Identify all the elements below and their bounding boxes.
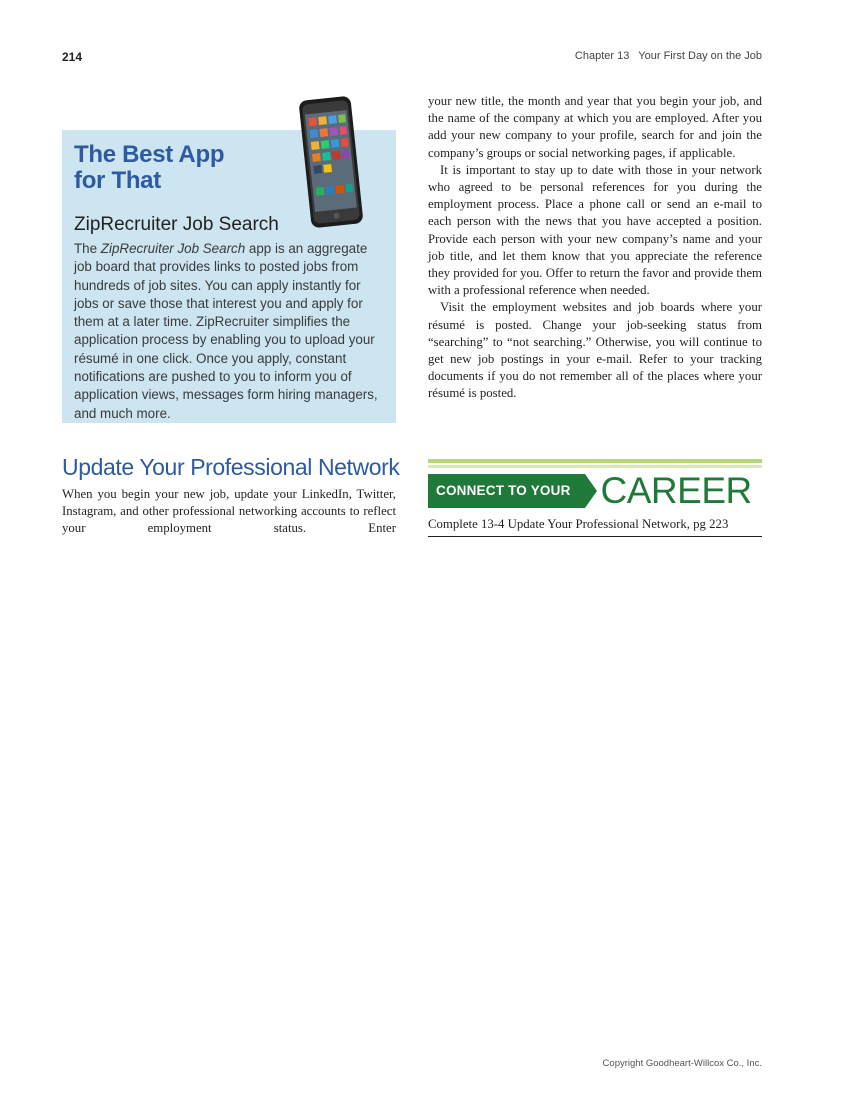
app-desc-italic: ZipRecruiter Job Search bbox=[100, 241, 246, 256]
app-desc-prefix: The bbox=[74, 241, 101, 256]
app-desc-rest: app is an aggregate job board that provides links to posted jobs from hundreds of job sites. You can apply instantly for jobs or save those that interest you and apply for them at a later time. ZipRecruiter simplifies the application process by enabling you to upload your résumé in one click. Once you apply, constant notifications are pushed to you to inform you of application views, messages form hiring managers, and much more. bbox=[74, 241, 378, 421]
right-column bbox=[428, 93, 762, 531]
career-tag: CONNECT TO YOUR bbox=[428, 474, 585, 508]
app-box-heading-line2: for That bbox=[74, 167, 161, 194]
career-word: CAREER bbox=[600, 470, 752, 511]
career-note: Complete 13-4 Update Your Professional Network, pg 223 bbox=[428, 517, 762, 537]
app-description bbox=[74, 240, 384, 423]
career-banner bbox=[428, 471, 762, 511]
copyright: Copyright Goodheart-Willcox Co., Inc. bbox=[602, 1058, 762, 1069]
page-number: 214 bbox=[62, 50, 83, 64]
body-text bbox=[428, 93, 762, 403]
paragraph-3: Visit the employment websites and job boards where your résumé is posted. Change your job-seeking status from “searching” to “not searching.” Otherwise, you will continue to get new job postings in your e-mail. Refer to your tracking documents if you do not remember all of the places where your résumé is posted. bbox=[428, 300, 762, 401]
paragraph-2: It is important to stay up to date with those in your network who agreed to be personal references for you during the employment process. Place a phone call or send an e-mail to each person with the news that you have accepted a position. Provide each person with your new company’s name and your job title, and let them know that you appreciate the reference they provided for you. Offer to return the favor and provide them with a professional reference when needed. bbox=[428, 162, 762, 298]
paragraph-1: your new title, the month and year that you begin your job, and the name of the company at which you are employed. After you add your new company to your profile, search for and join the company’s groups or social networking pages, if applicable. bbox=[428, 94, 762, 160]
running-head: Chapter 13 Your First Day on the Job bbox=[574, 50, 762, 62]
section-intro-text: When you begin your new job, update your LinkedIn, Twitter, Instagram, and other professional networking accounts to reflect your employment status. Enter bbox=[62, 487, 396, 536]
smartphone-icon bbox=[299, 94, 363, 230]
connect-to-career-box bbox=[428, 459, 762, 537]
section-heading: Update Your Professional Network bbox=[62, 454, 400, 480]
app-box-heading bbox=[74, 142, 274, 194]
career-top-rule bbox=[428, 459, 762, 463]
career-top-rule-light bbox=[428, 465, 762, 468]
app-box-heading-line1: The Best App bbox=[74, 141, 225, 168]
app-name: ZipRecruiter Job Search bbox=[74, 214, 279, 235]
